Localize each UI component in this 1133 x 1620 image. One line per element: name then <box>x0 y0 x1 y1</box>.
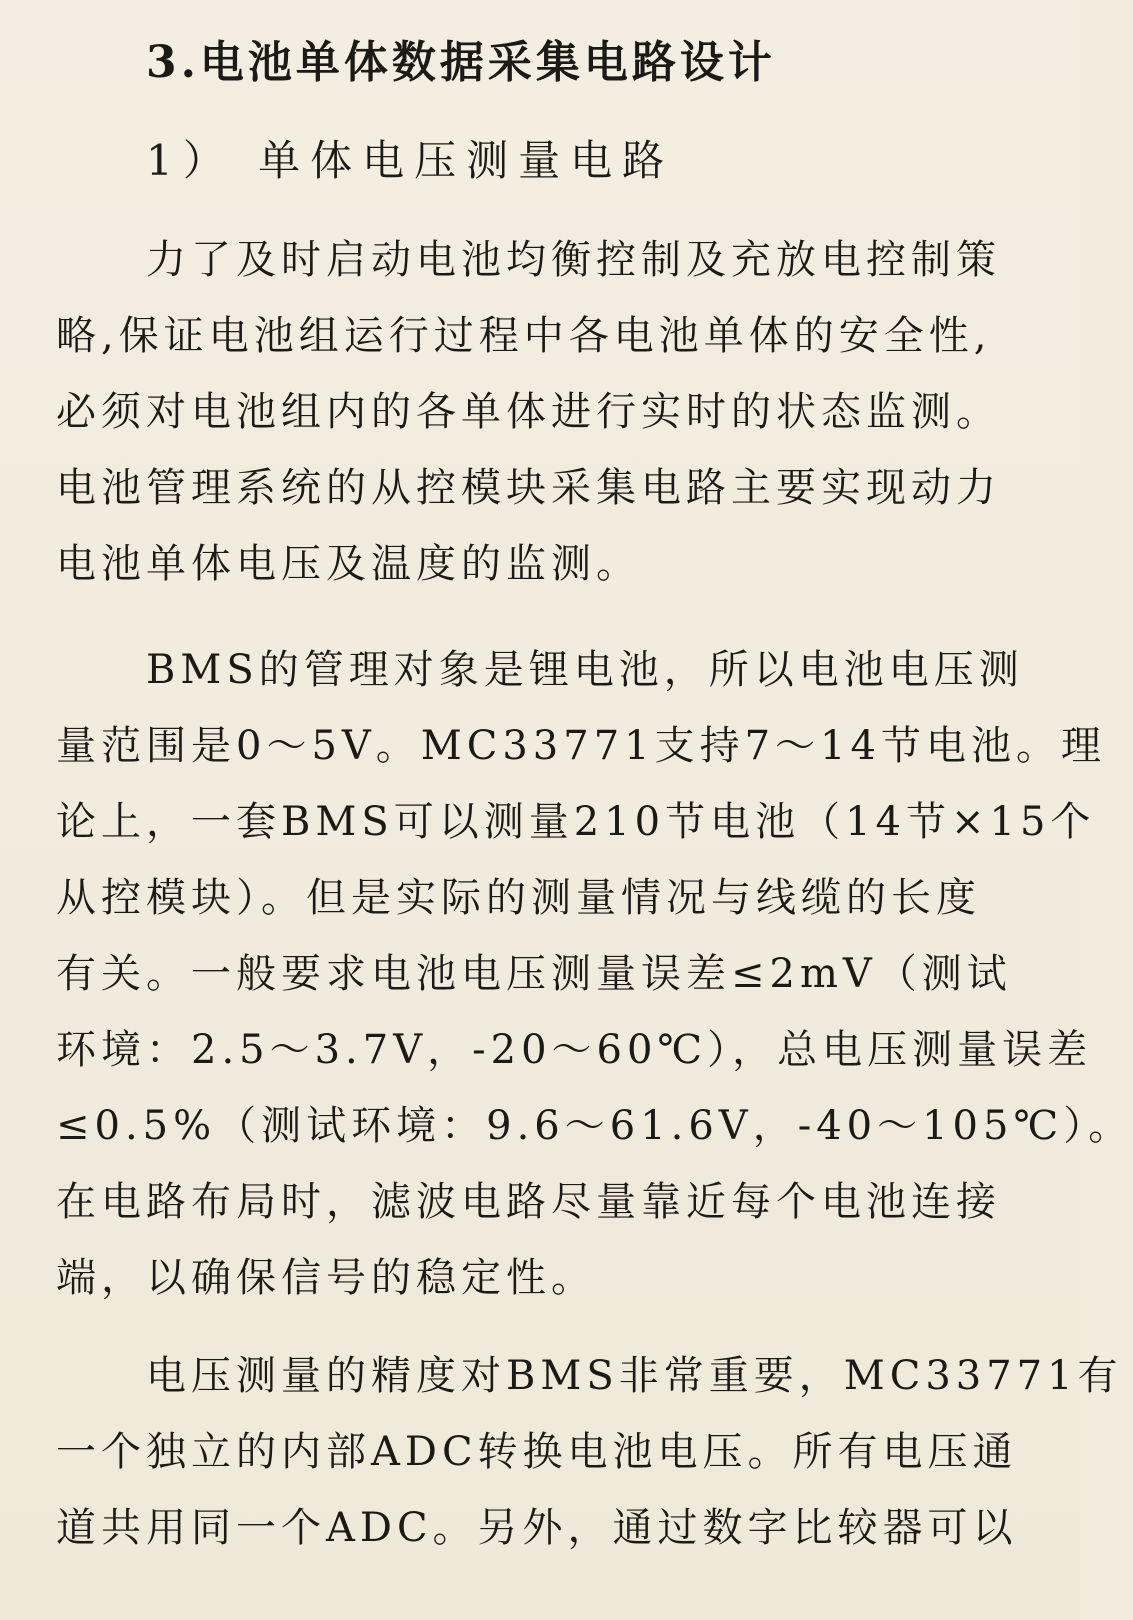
paragraph-line: 电池单体电压及温度的监测。 <box>56 541 641 587</box>
paragraph-line: 必须对电池组内的各单体进行实时的状态监测。 <box>56 389 1001 435</box>
paragraph-line: 从控模块）。但是实际的测量情况与线缆的长度 <box>56 875 981 921</box>
paragraph-line: 电压测量的精度对BMS非常重要，MC33771有 <box>146 1353 1123 1399</box>
paragraph-line: 力了及时启动电池均衡控制及充放电控制策 <box>146 237 1001 283</box>
paragraph-line: 在电路布局时，滤波电路尽量靠近每个电池连接 <box>56 1179 1001 1225</box>
paragraph-line: 有关。一般要求电池电压测量误差≤2mV（测试 <box>56 951 1012 997</box>
paragraph-line: 量范围是0～5V。MC33771支持7～14节电池。理 <box>56 723 1106 769</box>
subsection-heading: 1） 单体电压测量电路 <box>146 136 675 185</box>
paragraph-line: ≤0.5%（测试环境：9.6～61.6V，-40～105℃）。 <box>56 1103 1133 1149</box>
paragraph-measurement-accuracy <box>56 1338 1123 1566</box>
paragraph-line: 论上，一套BMS可以测量210节电池（14节×15个 <box>56 799 1096 845</box>
paragraph-line: 电池管理系统的从控模块采集电路主要实现动力 <box>56 465 1001 511</box>
paragraph-voltage-range <box>56 632 1133 1316</box>
paragraph-line: 一个独立的内部ADC转换电池电压。所有电压通 <box>56 1429 1018 1475</box>
section-heading: 3.电池单体数据采集电路设计 <box>146 37 776 88</box>
paragraph-line: 端，以确保信号的稳定性。 <box>56 1255 596 1301</box>
paragraph-balancing <box>56 222 1020 602</box>
paragraph-line: 道共用同一个ADC。另外，通过数字比较器可以 <box>56 1505 1018 1551</box>
paragraph-line: 略,保证电池组运行过程中各电池单体的安全性, <box>56 313 992 359</box>
paragraph-line: 环境：2.5～3.7V，-20～60℃），总电压测量误差 <box>56 1027 1093 1073</box>
paragraph-line: BMS的管理对象是锂电池，所以电池电压测 <box>146 647 1024 693</box>
